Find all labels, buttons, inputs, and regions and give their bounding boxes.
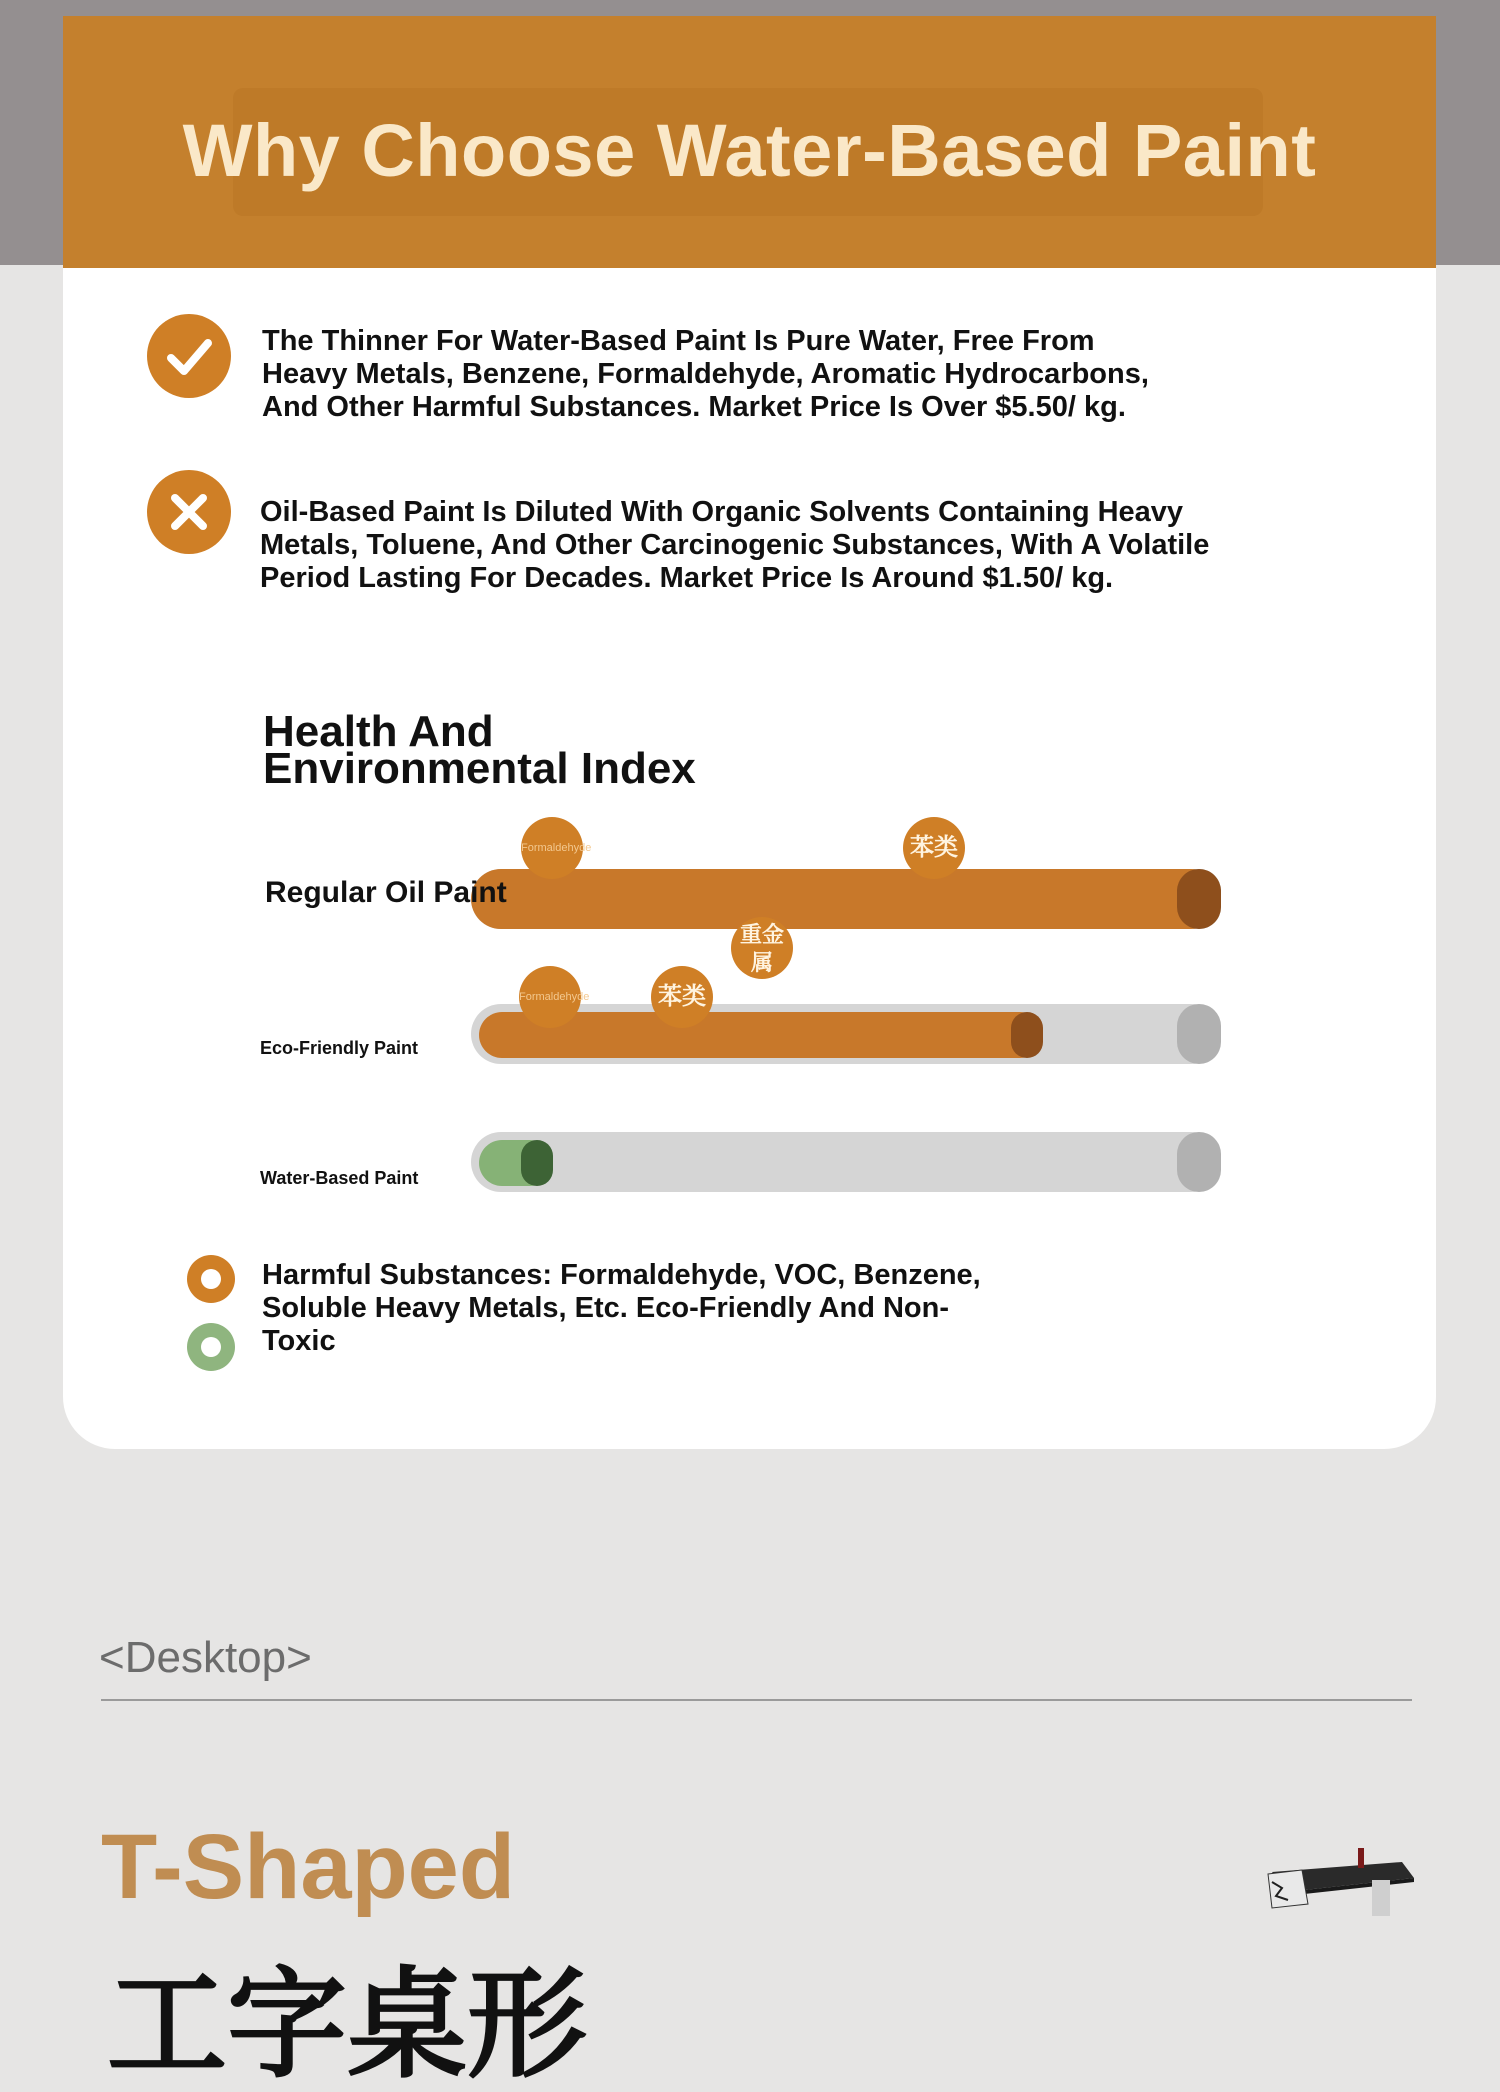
info-card — [63, 16, 1436, 1449]
formaldehyde-marker: Formaldehyde — [519, 966, 581, 1028]
bar-track-cap — [1177, 1132, 1221, 1192]
bar-track-cap — [1177, 1004, 1221, 1064]
water-paint-bar-track — [471, 1132, 1221, 1192]
heavy-metal-marker: 重金属 — [731, 917, 793, 979]
water-based-advantage-text: The Thinner For Water-Based Paint Is Pure Water, Free From Heavy Metals, Benzene, Formaldehyde, Aromatic Hydrocarbons, And Other Harmful Substances. Market Price Is Over $5.50/ kg. — [262, 325, 1149, 423]
bar-fill-cap — [521, 1140, 553, 1186]
legend-text: Harmful Substances: Formaldehyde, VOC, Benzene, Soluble Heavy Metals, Etc. Eco-Friendly And Non-Toxic — [262, 1259, 981, 1357]
bar-label-water-paint: Water-Based Paint — [260, 1168, 419, 1188]
check-icon — [147, 314, 231, 398]
benzene-marker: 苯类 — [651, 966, 713, 1028]
t-shaped-heading: T-Shaped — [101, 1816, 516, 1918]
t-shaped-desk-image[interactable] — [1262, 1834, 1418, 1920]
formaldehyde-marker: Formaldehyde — [521, 817, 583, 879]
oil-paint-bar-track — [471, 869, 1221, 929]
bar-label-eco-paint: Eco-Friendly Paint — [260, 1038, 419, 1058]
oil-paint-bar-fill — [471, 869, 1221, 929]
card-header — [63, 16, 1436, 268]
benzene-marker: 苯类 — [903, 817, 965, 879]
index-section-title: Health And Environmental Index — [263, 707, 696, 793]
water-paint-bar-fill — [479, 1140, 553, 1186]
bar-fill-cap — [1177, 869, 1221, 929]
legend-harmful-dot — [187, 1255, 235, 1303]
close-icon — [147, 470, 231, 554]
page-title: Why Choose Water-Based Paint — [182, 109, 1317, 192]
bottom-heading: 工字桌形 — [107, 1958, 587, 2092]
eco-paint-bar-track — [471, 1004, 1221, 1064]
desktop-tab[interactable]: <Desktop> — [99, 1633, 312, 1682]
bar-fill-cap — [1011, 1012, 1043, 1058]
oil-based-disadvantage-text: Oil-Based Paint Is Diluted With Organic Solvents Containing Heavy Metals, Toluene, And Other Carcinogenic Substances, With A Volatile Period Lasting For Decades. Market Price Is Around $1.50/ kg. — [260, 496, 1210, 594]
bar-label-oil-paint: Regular Oil Paint — [265, 876, 507, 909]
legend-eco-dot — [187, 1323, 235, 1371]
section-divider — [101, 1699, 1412, 1701]
